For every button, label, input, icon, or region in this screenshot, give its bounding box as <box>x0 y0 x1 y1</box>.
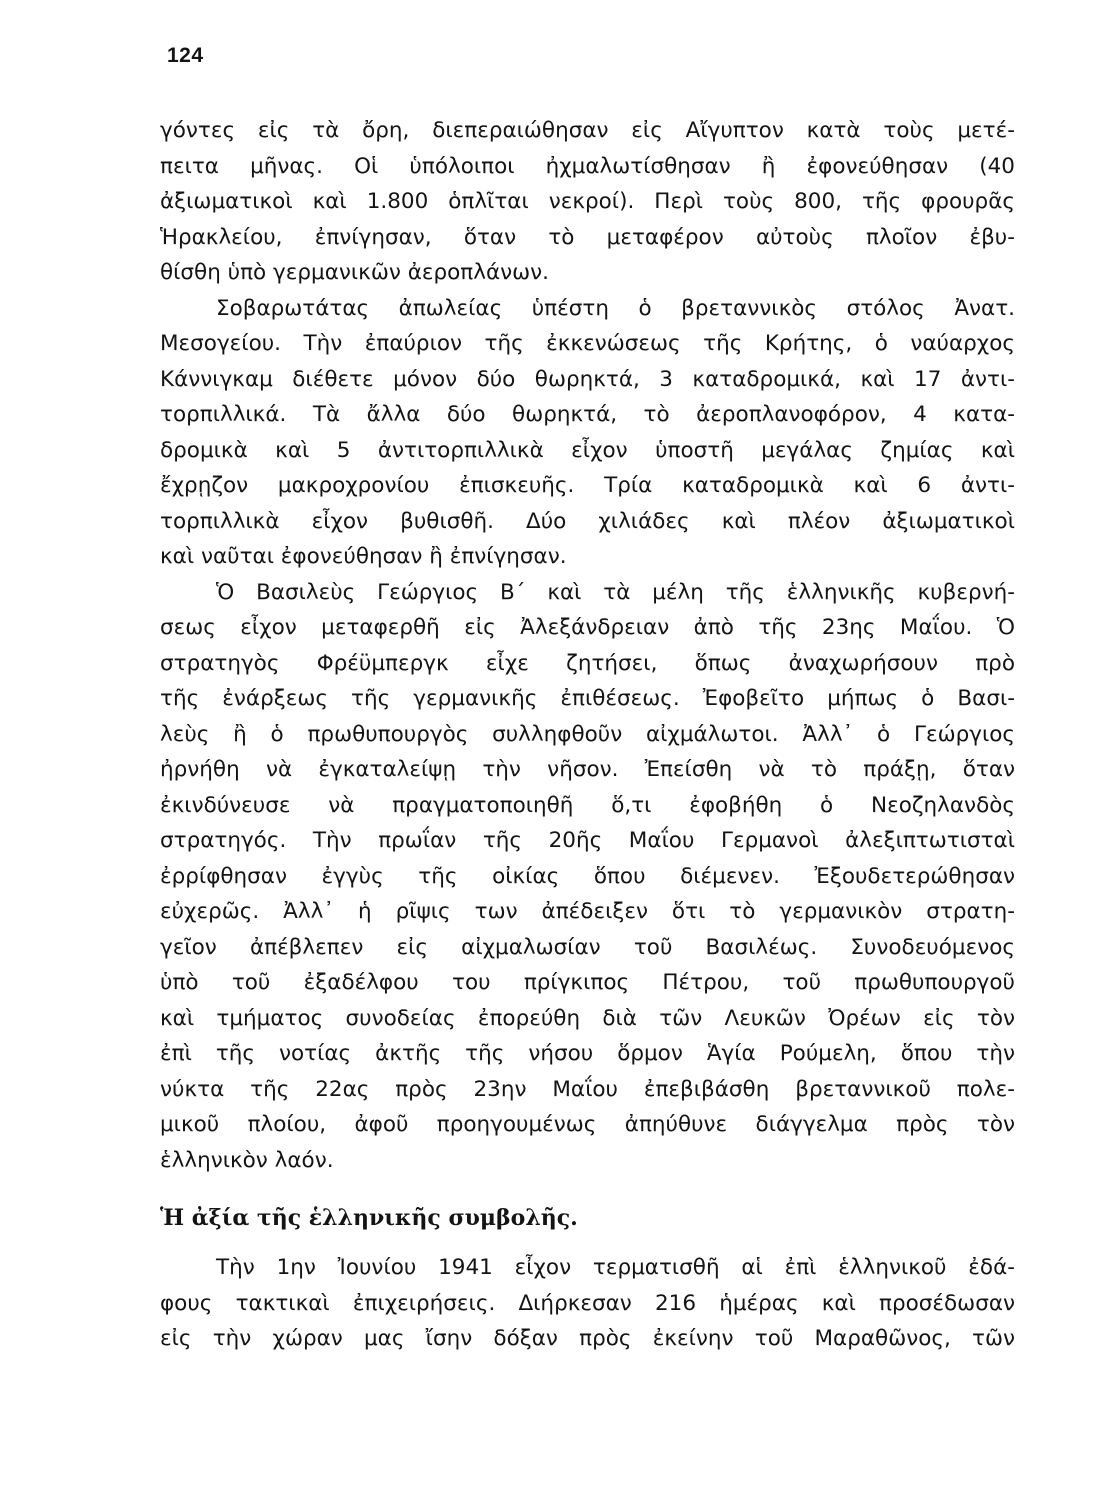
text-line: καὶ ναῦται ἐφονεύθησαν ἢ ἐπνίγησαν. <box>160 544 567 569</box>
text-line: ἠρνήθη νὰ ἐγκαταλείψῃ τὴν νῆσον. Ἐπείσθη νὰ τὸ πράξῃ, ὅταν <box>160 757 1015 782</box>
text-line: Ἡρακλείου, ἐπνίγησαν, ὅταν τὸ μεταφέρον αὐτοὺς πλοῖον ἐβυ- <box>160 224 1015 250</box>
text-line: Ὁ Βασιλεὺς Γεώργιος Β΄ καὶ τὰ μέλη τῆς ἑλληνικῆς κυβερνή- <box>216 579 1015 605</box>
text-line: τορπιλλικὰ εἶχον βυθισθῆ. Δύο χιλιάδες καὶ πλέον ἀξιωματικοὶ <box>160 508 1015 534</box>
text-line: ἑλληνικὸν λαόν. <box>160 1147 334 1173</box>
text-line: εὐχερῶς. Ἀλλ᾿ ἡ ρῖψις των ἀπέδειξεν ὅτι τὸ γερμανικὸν στρατη- <box>160 899 1015 924</box>
text-line: Σοβαρωτάτας ἀπωλείας ὑπέστη ὁ βρεταννικὸς στόλος Ἀνατ. <box>216 295 1015 321</box>
page-number: 124 <box>167 44 204 67</box>
text-line: θίσθη ὑπὸ γερμανικῶν ἀεροπλάνων. <box>160 260 549 285</box>
text-line: φους τακτικαὶ ἐπιχειρήσεις. Διήρκεσαν 216 ἡμέρας καὶ προσέδωσαν <box>160 1290 1015 1316</box>
text-line: στρατηγὸς Φρέϋμπεργκ εἶχε ζητήσει, ὅπως ἀναχωρήσουν πρὸ <box>160 650 1015 676</box>
text-line: Κάννιγκαμ διέθετε μόνον δύο θωρηκτά, 3 καταδρομικά, καὶ 17 ἀντι- <box>160 366 1015 392</box>
section-heading: Ἡ ἀξία τῆς ἑλληνικῆς συμβολῆς. <box>160 1205 578 1231</box>
main-text <box>160 113 1015 1178</box>
text-line: νύκτα τῆς 22ας πρὸς 23ην Μαΐου ἐπεβιβάσθη βρεταννικοῦ πολε- <box>160 1076 1015 1102</box>
text-line: μικοῦ πλοίου, ἀφοῦ προηγουμένως ἀπηύθυνε διάγγελμα πρὸς τὸν <box>160 1112 1015 1137</box>
text-line: πειτα μῆνας. Οἱ ὑπόλοιποι ἠχμαλωτίσθησαν ἢ ἐφονεύθησαν (40 <box>160 153 1015 179</box>
text-line: λεὺς ἢ ὁ πρωθυπουργὸς συλληφθοῦν αἰχμάλωτοι. Ἀλλ᾿ ὁ Γεώργιος <box>160 721 1015 747</box>
text-line: σεως εἶχον μεταφερθῆ εἰς Ἀλεξάνδρειαν ἀπὸ τῆς 23ης Μαΐου. Ὁ <box>160 615 1015 640</box>
closing-text <box>160 1250 1015 1357</box>
text-line: στρατηγός. Τὴν πρωΐαν τῆς 20ῆς Μαΐου Γερμανοὶ ἀλεξιπτωτισταὶ <box>160 828 1015 853</box>
text-line: Τὴν 1ην Ἰουνίου 1941 εἶχον τερματισθῆ αἱ ἐπὶ ἑλληνικοῦ ἐδά- <box>216 1255 1015 1280</box>
text-line: ἐρρίφθησαν ἐγγὺς τῆς οἰκίας ὅπου διέμενεν. Ἐξουδετερώθησαν <box>160 863 1015 889</box>
text-line: ἔχρῃζον μακροχρονίου ἐπισκευῆς. Τρία καταδρομικὰ καὶ 6 ἀντι- <box>160 473 1015 498</box>
text-line: ὑπὸ τοῦ ἐξαδέλφου του πρίγκιπος Πέτρου, τοῦ πρωθυπουργοῦ <box>160 970 1015 995</box>
text-line: Μεσογείου. Τὴν ἐπαύριον τῆς ἐκκενώσεως τῆς Κρήτης, ὁ ναύαρχος <box>160 331 1015 356</box>
text-line: δρομικὰ καὶ 5 ἀντιτορπιλλικὰ εἶχον ὑποστῆ μεγάλας ζημίας καὶ <box>160 437 1015 463</box>
text-line: ἐπὶ τῆς νοτίας ἀκτῆς τῆς νήσου ὅρμον Ἁγία Ρούμελη, ὅπου τὴν <box>160 1041 1015 1066</box>
text-line: γεῖον ἀπέβλεπεν εἰς αἰχμαλωσίαν τοῦ Βασιλέως. Συνοδευόμενος <box>160 934 1015 960</box>
text-line: τῆς ἐνάρξεως τῆς γερμανικῆς ἐπιθέσεως. Ἐφοβεῖτο μήπως ὁ Βασι- <box>160 686 1015 711</box>
text-line: τορπιλλικά. Τὰ ἄλλα δύο θωρηκτά, τὸ ἀεροπλανοφόρον, 4 κατα- <box>160 402 1015 427</box>
text-line: εἰς τὴν χώραν μας ἴσην δόξαν πρὸς ἐκείνην τοῦ Μαραθῶνος, τῶν <box>160 1326 1015 1351</box>
text-line: ἐκινδύνευσε νὰ πραγματοποιηθῆ ὅ,τι ἐφοβήθη ὁ Νεοζηλανδὸς <box>160 792 1015 818</box>
text-line: καὶ τμήματος συνοδείας ἐπορεύθη διὰ τῶν Λευκῶν Ὀρέων εἰς τὸν <box>160 1005 1015 1031</box>
text-line: γόντες εἰς τὰ ὄρη, διεπεραιώθησαν εἰς Αἴγυπτον κατὰ τοὺς μετέ- <box>160 118 1015 143</box>
text-line: ἀξιωματικοὶ καὶ 1.800 ὁπλῖται νεκροί). Περὶ τοὺς 800, τῆς φρουρᾶς <box>160 189 1015 214</box>
